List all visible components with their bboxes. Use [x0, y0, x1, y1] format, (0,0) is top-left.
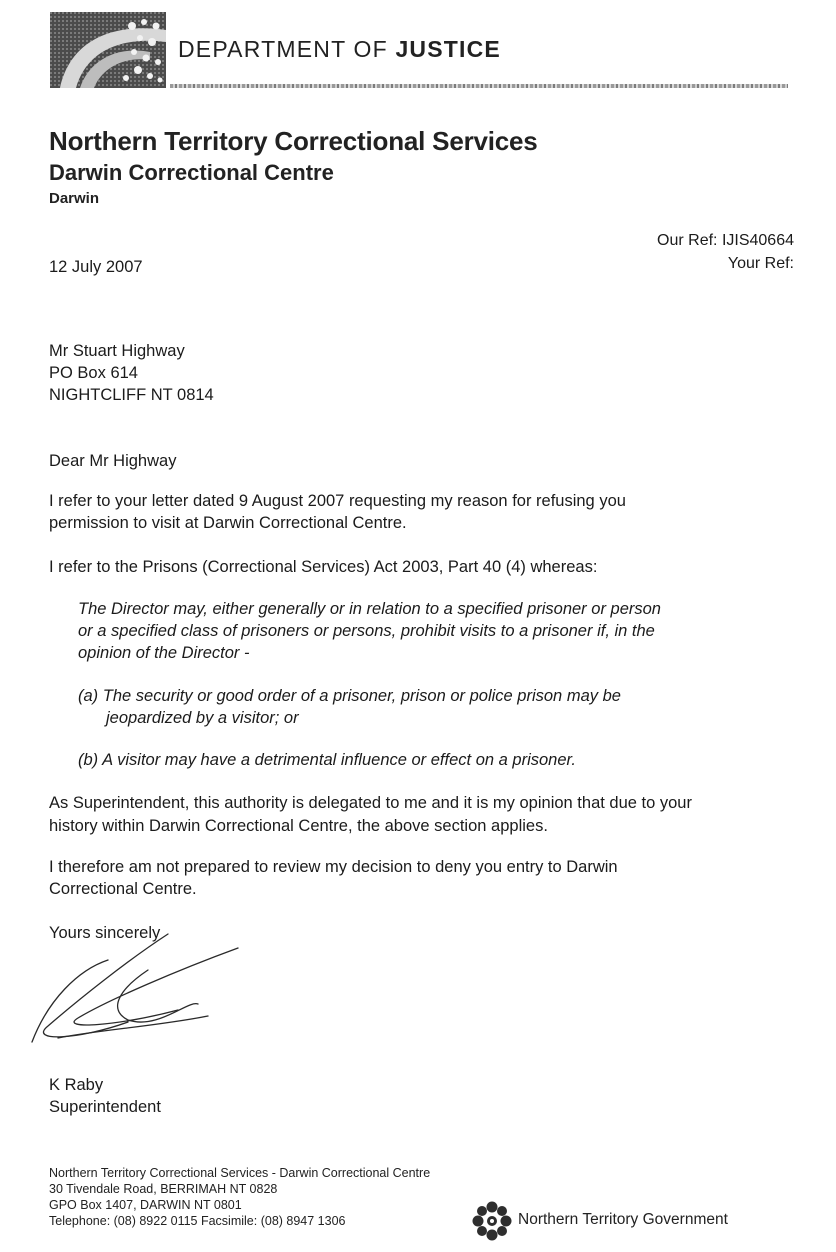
header-divider: [170, 84, 788, 88]
paragraph-4-line-1: I therefore am not prepared to review my decision to deny you entry to Darwin: [49, 858, 618, 876]
department-of-justice-logo-icon: [50, 12, 166, 88]
paragraph-1-line-2: permission to visit at Darwin Correctional Centre.: [49, 514, 407, 532]
our-reference: Our Ref: IJIS40664: [657, 232, 794, 249]
signature-icon: [18, 930, 258, 1056]
recipient-locality: NIGHTCLIFF NT 0814: [49, 386, 214, 404]
your-reference: Your Ref:: [727, 255, 794, 272]
paragraph-2: I refer to the Prisons (Correctional Services) Act 2003, Part 40 (4) whereas:: [49, 558, 598, 576]
paragraph-3-line-1: As Superintendent, this authority is delegated to me and it is my opinion that due to your: [49, 794, 692, 812]
footer-street-address: 30 Tivendale Road, BERRIMAH NT 0828: [49, 1182, 278, 1196]
signatory-title: Superintendent: [49, 1098, 161, 1116]
paragraph-3-line-2: history within Darwin Correctional Centre, the above section applies.: [49, 817, 548, 835]
footer-contact-numbers: Telephone: (08) 8922 0115 Facsimile: (08) 8947 1306: [49, 1214, 346, 1228]
recipient-po-box: PO Box 614: [49, 364, 138, 382]
item-a-line-1: (a) The security or good order of a prisoner, prison or police prison may be: [78, 687, 621, 705]
signatory-name: K Raby: [49, 1076, 104, 1094]
item-a-line-2: jeopardized by a visitor; or: [106, 709, 299, 727]
quote-line-2: or a specified class of prisoners or persons, prohibit visits to a prisoner if, in the: [78, 622, 655, 640]
centre-title: Darwin Correctional Centre: [49, 160, 334, 185]
letter-date: 12 July 2007: [49, 258, 143, 276]
centre-city: Darwin: [49, 190, 100, 207]
closing: Yours sincerely: [49, 924, 161, 942]
item-b: (b) A visitor may have a detrimental influence or effect on a prisoner.: [78, 751, 576, 769]
organisation-title: Northern Territory Correctional Services: [49, 126, 538, 156]
footer-postal-address: GPO Box 1407, DARWIN NT 0801: [49, 1198, 242, 1212]
footer-organisation: Northern Territory Correctional Services - Darwin Correctional Centre: [49, 1166, 431, 1180]
quote-line-3: opinion of the Director -: [78, 644, 250, 662]
nt-government-wordmark: Northern Territory Government: [518, 1211, 728, 1228]
paragraph-4-line-2: Correctional Centre.: [49, 880, 197, 898]
quote-line-1: The Director may, either generally or in relation to a specified prisoner or person: [78, 600, 661, 618]
department-name: DEPARTMENT OF JUSTICE: [178, 36, 501, 62]
salutation: Dear Mr Highway: [49, 452, 177, 470]
recipient-name: Mr Stuart Highway: [49, 342, 185, 360]
nt-government-logo-icon: [470, 1199, 514, 1243]
paragraph-1-line-1: I refer to your letter dated 9 August 2007 requesting my reason for refusing you: [49, 492, 626, 510]
